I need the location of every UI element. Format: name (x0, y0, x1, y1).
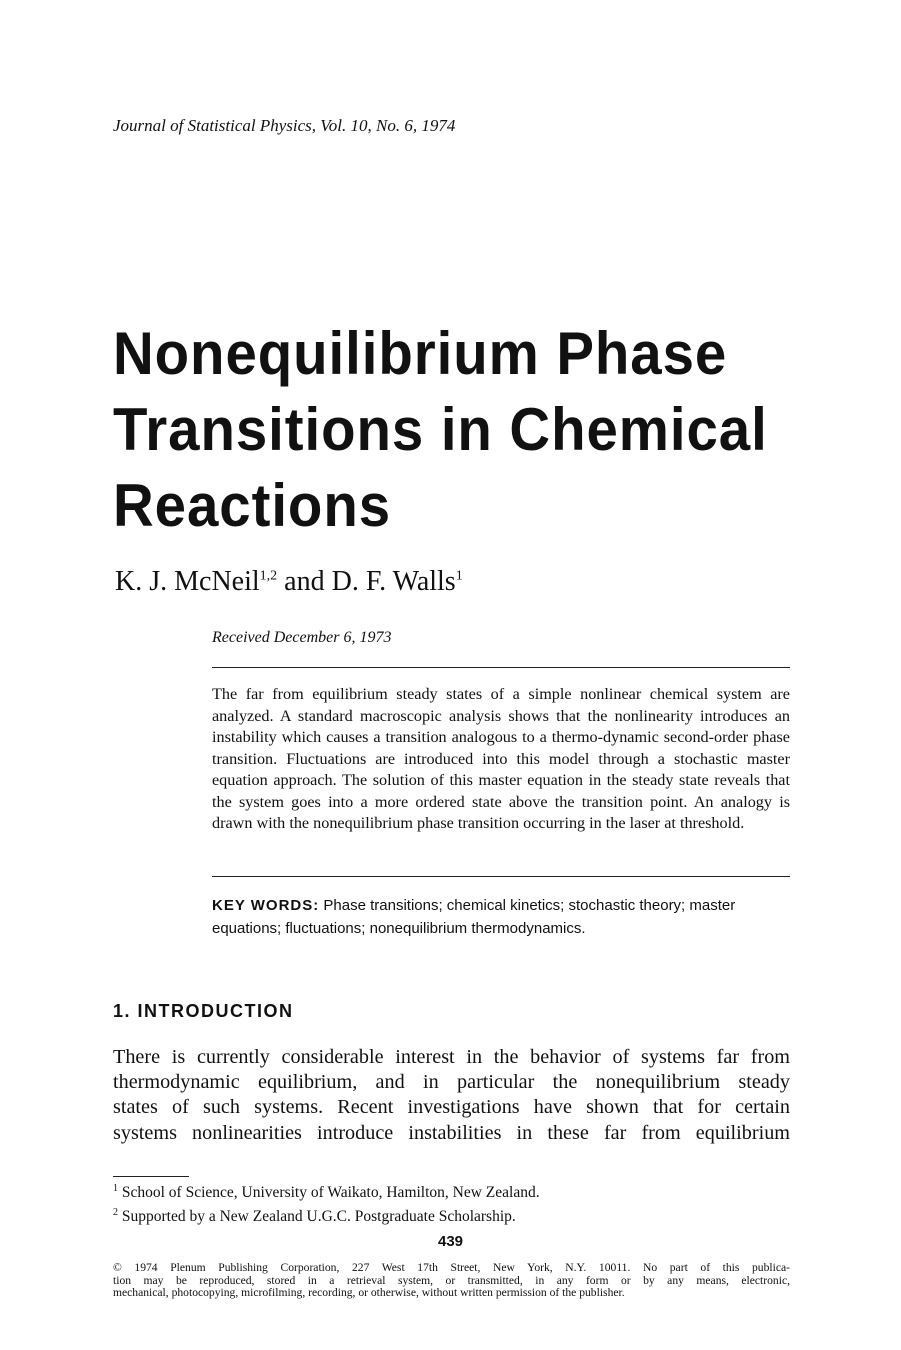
copyright-line: tion may be reproduced, stored in a retrieval system, or transmitted, in any form or by any means, electronic, (113, 1273, 790, 1287)
abstract: The far from equilibrium steady states of a simple nonlinear chemical system are analyzed. A standard macroscopic analysis shows that the nonlinearity introduces an instability which causes a transition analogous to a thermo-dynamic second-order phase transition. Fluctuations are introduced into this model through a stochastic master equation approach. The solution of this master equation in the steady state reveals that the system goes into a more ordered state above the transition point. An analogy is drawn with the nonequilibrium phase transition occurring in the laser at threshold. (212, 685, 790, 832)
intro-line: systems nonlinearities introduce instabilities in these far from equilibrium (113, 1121, 790, 1144)
intro-line: There is currently considerable interest in the behavior of systems far from (113, 1046, 790, 1068)
title-line-3: Reactions (113, 472, 392, 539)
footnote-text: School of Science, University of Waikato, Hamilton, New Zealand. (118, 1184, 540, 1202)
copyright-line: mechanical, photocopying, microfilming, recording, or otherwise, without written permission of the publisher. (113, 1286, 625, 1299)
copyright-line: © 1974 Plenum Publishing Corporation, 227 West 17th Street, New York, N.Y. 10011. No part of this publica- (113, 1261, 790, 1274)
author-1: K. J. McNeil (115, 566, 260, 597)
author-conjunction: and (277, 566, 332, 597)
abstract-top-rule (212, 667, 790, 668)
intro-line: thermodynamic equilibrium, and in particular the nonequilibrium steady (113, 1071, 790, 1094)
footnote-text: Supported by a New Zealand U.G.C. Postgraduate Scholarship. (118, 1208, 516, 1226)
abstract-bottom-rule (212, 876, 790, 877)
footnote-marker: 2 (113, 1207, 118, 1218)
title-line-2: Transitions in Chemical (113, 396, 768, 463)
page-number: 439 (437, 1233, 464, 1250)
footnote-1 (113, 1183, 540, 1202)
author-2-affiliation: 1 (455, 568, 463, 584)
author-1-affiliation: 1,2 (259, 568, 278, 584)
footnote-marker: 1 (113, 1183, 118, 1194)
copyright-notice (113, 1262, 790, 1300)
paper-title (113, 316, 771, 544)
section-heading: 1. INTRODUCTION (113, 1001, 294, 1021)
received-date: Received December 6, 1973 (212, 629, 392, 646)
journal-citation: Journal of Statistical Physics, Vol. 10, No. 6, 1974 (113, 116, 456, 135)
keywords-text: Phase transitions; chemical kinetics; stochastic theory; master equations; fluctuations; nonequilibrium thermodynamics. (212, 897, 736, 937)
intro-line: states of such systems. Recent investigations have shown that for certain (113, 1096, 790, 1119)
title-line-1: Nonequilibrium Phase (113, 320, 728, 387)
keywords-label: KEY WORDS: (212, 897, 320, 914)
keywords (212, 894, 790, 940)
introduction-text (113, 1045, 790, 1146)
author-2: D. F. Walls (331, 566, 456, 597)
authors (115, 566, 463, 598)
footnote-rule (113, 1176, 189, 1177)
footnote-2 (113, 1207, 516, 1226)
